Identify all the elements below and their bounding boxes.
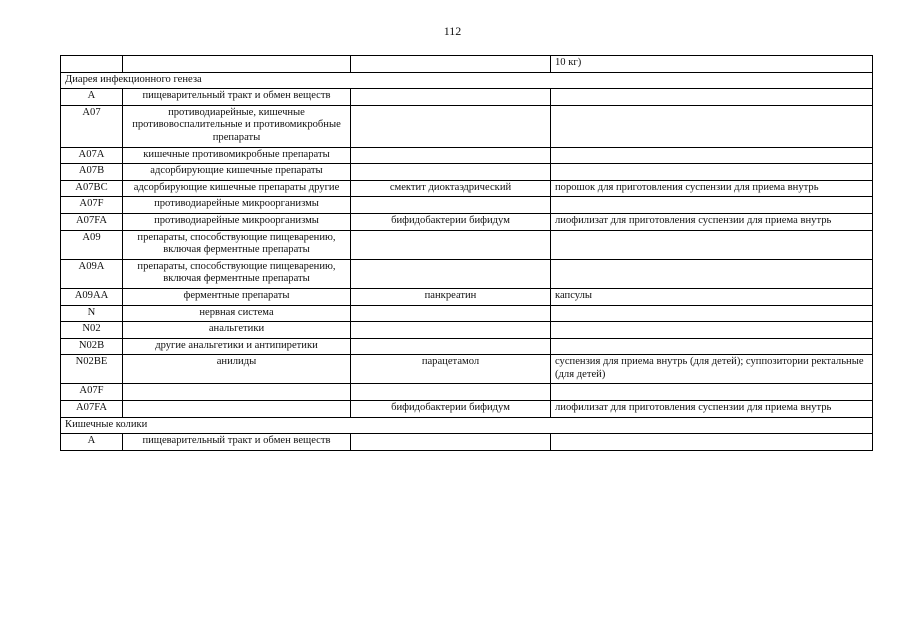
atc-name-cell: другие анальгетики и антипиретики — [123, 338, 351, 355]
table-row — [61, 288, 873, 305]
drug-name-cell — [351, 230, 551, 259]
atc-name-cell: противодиарейные микроорганизмы — [123, 213, 351, 230]
atc-name-cell: ферментные препараты — [123, 288, 351, 305]
atc-code-cell: A07FA — [61, 401, 123, 418]
table-row — [61, 89, 873, 106]
section-title: Диарея инфекционного генеза — [61, 72, 873, 89]
atc-code-cell: N02B — [61, 338, 123, 355]
table-row — [61, 434, 873, 451]
table-row — [61, 259, 873, 288]
drug-name-cell — [351, 305, 551, 322]
table-row — [61, 230, 873, 259]
atc-code-cell: A07FA — [61, 213, 123, 230]
atc-code-cell: A07 — [61, 105, 123, 147]
atc-code-cell: A — [61, 434, 123, 451]
drug-name-cell — [351, 56, 551, 73]
dosage-form-cell: 10 кг) — [551, 56, 873, 73]
table-row — [61, 164, 873, 181]
dosage-form-cell: порошок для приготовления суспензии для приема внутрь — [551, 180, 873, 197]
table-row — [61, 305, 873, 322]
atc-code-cell: A07A — [61, 147, 123, 164]
atc-name-cell: препараты, способствующие пищеварению, включая ферментные препараты — [123, 259, 351, 288]
drug-name-cell — [351, 89, 551, 106]
atc-name-cell: анилиды — [123, 355, 351, 384]
atc-name-cell — [123, 401, 351, 418]
drug-name-cell — [351, 105, 551, 147]
atc-name-cell: пищеварительный тракт и обмен веществ — [123, 434, 351, 451]
atc-code-cell: A09AA — [61, 288, 123, 305]
drug-name-cell — [351, 322, 551, 339]
table-row — [61, 322, 873, 339]
table-row — [61, 56, 873, 73]
table-row — [61, 180, 873, 197]
drug-name-cell: смектит диоктаэдрический — [351, 180, 551, 197]
section-row — [61, 72, 873, 89]
drug-name-cell: парацетамол — [351, 355, 551, 384]
table-row — [61, 213, 873, 230]
atc-name-cell: анальгетики — [123, 322, 351, 339]
drug-name-cell — [351, 259, 551, 288]
dosage-form-cell — [551, 384, 873, 401]
dosage-form-cell: капсулы — [551, 288, 873, 305]
atc-name-cell: противодиарейные микроорганизмы — [123, 197, 351, 214]
drug-name-cell — [351, 434, 551, 451]
atc-name-cell: адсорбирующие кишечные препараты другие — [123, 180, 351, 197]
atc-name-cell: пищеварительный тракт и обмен веществ — [123, 89, 351, 106]
drug-name-cell: бифидобактерии бифидум — [351, 401, 551, 418]
dosage-form-cell: лиофилизат для приготовления суспензии для приема внутрь — [551, 401, 873, 418]
atc-name-cell: нервная система — [123, 305, 351, 322]
drug-name-cell — [351, 197, 551, 214]
dosage-form-cell — [551, 147, 873, 164]
table-row — [61, 384, 873, 401]
section-row — [61, 417, 873, 434]
table-row — [61, 401, 873, 418]
atc-code-cell: N02BE — [61, 355, 123, 384]
dosage-form-cell — [551, 338, 873, 355]
atc-name-cell: противодиарейные, кишечные противовоспалительные и противомикробные препараты — [123, 105, 351, 147]
dosage-form-cell — [551, 434, 873, 451]
table-row — [61, 355, 873, 384]
atc-code-cell: N — [61, 305, 123, 322]
atc-name-cell — [123, 384, 351, 401]
atc-code-cell: A07BC — [61, 180, 123, 197]
dosage-form-cell — [551, 164, 873, 181]
dosage-form-cell — [551, 259, 873, 288]
page-number: 112 — [443, 24, 462, 38]
dosage-form-cell — [551, 197, 873, 214]
table-row — [61, 105, 873, 147]
drug-table — [60, 55, 873, 451]
atc-code-cell: A07B — [61, 164, 123, 181]
atc-code-cell: A09 — [61, 230, 123, 259]
atc-code-cell — [61, 56, 123, 73]
table-row — [61, 147, 873, 164]
dosage-form-cell — [551, 105, 873, 147]
table-row — [61, 197, 873, 214]
table-row — [61, 338, 873, 355]
drug-name-cell — [351, 384, 551, 401]
section-title: Кишечные колики — [61, 417, 873, 434]
atc-name-cell — [123, 56, 351, 73]
drug-name-cell — [351, 164, 551, 181]
dosage-form-cell — [551, 322, 873, 339]
drug-name-cell — [351, 147, 551, 164]
drug-name-cell: панкреатин — [351, 288, 551, 305]
atc-code-cell: A09A — [61, 259, 123, 288]
dosage-form-cell: суспензия для приема внутрь (для детей); суппозитории ректальные (для детей) — [551, 355, 873, 384]
atc-code-cell: A07F — [61, 384, 123, 401]
dosage-form-cell — [551, 89, 873, 106]
drug-name-cell: бифидобактерии бифидум — [351, 213, 551, 230]
atc-name-cell: адсорбирующие кишечные препараты — [123, 164, 351, 181]
atc-code-cell: A — [61, 89, 123, 106]
atc-code-cell: N02 — [61, 322, 123, 339]
drug-table-body — [61, 56, 873, 451]
atc-name-cell: кишечные противомикробные препараты — [123, 147, 351, 164]
dosage-form-cell — [551, 230, 873, 259]
drug-name-cell — [351, 338, 551, 355]
atc-code-cell: A07F — [61, 197, 123, 214]
dosage-form-cell — [551, 305, 873, 322]
atc-name-cell: препараты, способствующие пищеварению, включая ферментные препараты — [123, 230, 351, 259]
dosage-form-cell: лиофилизат для приготовления суспензии для приема внутрь — [551, 213, 873, 230]
